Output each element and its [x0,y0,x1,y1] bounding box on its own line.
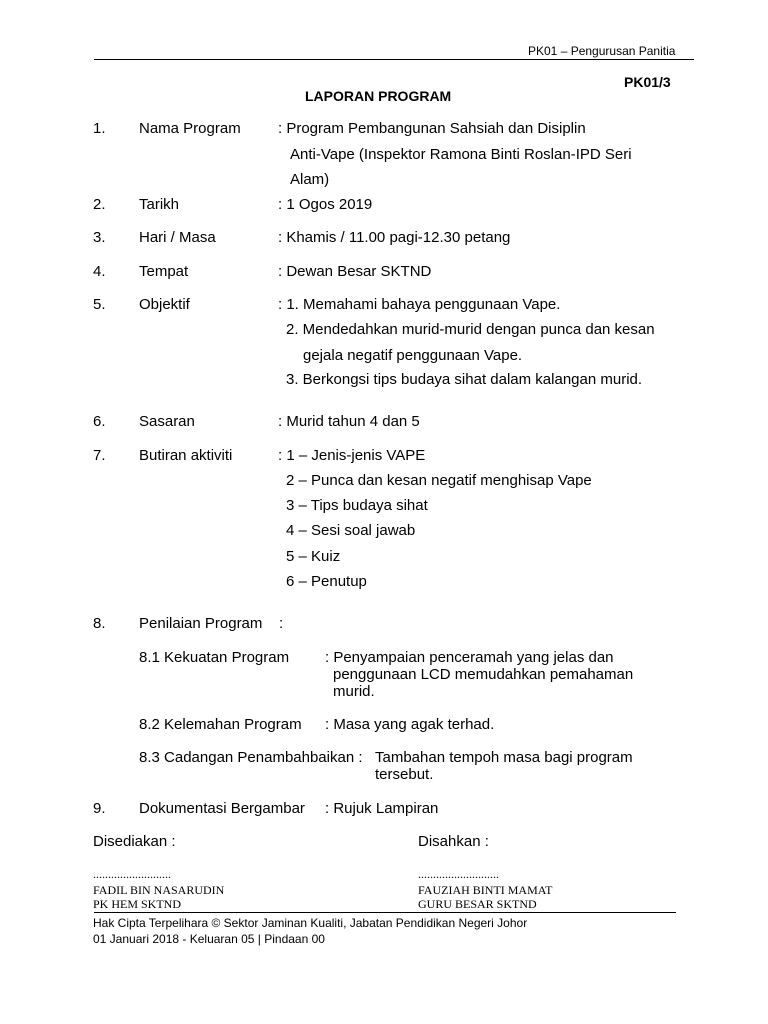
subitem-label: 8.1 Kekuatan Program [139,649,290,666]
item-label: Objektif [139,296,190,313]
item-label: Hari / Masa [139,229,216,246]
footer-release: 01 Januari 2018 - Keluaran 05 | Pindaan 00 [93,932,325,946]
subitem-label: 8.3 Cadangan Penambahbaikan : [139,749,363,766]
signatory-position: GURU BESAR SKTND [418,897,537,911]
item-value: 3. Berkongsi tips budaya sihat dalam kalangan murid. [286,371,643,388]
item-number: 7. [93,447,106,464]
footer-copyright: Hak Cipta Terpelihara © Sektor Jaminan Kualiti, Jabatan Pendidikan Negeri Johor [93,916,528,930]
item-value: Alam) [290,171,330,188]
approved-by-caption: Disahkan : [418,833,489,850]
item-value: : Rujuk Lampiran [325,800,439,817]
item-number: 9. [93,800,106,817]
signatory-name: FADIL BIN NASARUDIN [93,883,225,897]
subitem-value: : Masa yang agak terhad. [325,716,495,733]
subitem-value: Tambahan tempoh masa bagi program [375,749,633,766]
subitem-value: penggunaan LCD memudahkan pemahaman [333,666,634,683]
item-number: 5. [93,296,106,313]
item-number: 3. [93,229,106,246]
item-label: Tempat [139,263,189,280]
footer-rule [94,912,676,913]
item-value: 3 – Tips budaya sihat [286,497,428,514]
item-label: Nama Program [139,120,241,137]
subitem-value: murid. [333,683,375,700]
item-value: 5 – Kuiz [286,548,341,565]
item-label: Dokumentasi Bergambar [139,800,305,817]
signature-line: .......................... [93,867,171,881]
item-value: : Khamis / 11.00 pagi-12.30 petang [278,229,511,246]
item-value: : 1 Ogos 2019 [278,196,373,213]
item-label: Sasaran [139,413,195,430]
item-value: 6 – Penutup [286,573,367,590]
item-label: Penilaian Program [139,615,263,632]
item-value: 4 – Sesi soal jawab [286,522,416,539]
item-number: 2. [93,196,106,213]
item-number: 8. [93,615,106,632]
item-colon: : [279,615,284,632]
subitem-value: tersebut. [375,766,434,783]
item-value: : Program Pembangunan Sahsiah dan Disiplin [278,120,586,137]
item-value: : 1. Memahami bahaya penggunaan Vape. [278,296,561,313]
header-rule [94,59,694,60]
item-value: gejala negatif penggunaan Vape. [303,347,523,364]
running-header: PK01 – Pengurusan Panitia [528,44,676,58]
signatory-name: FAUZIAH BINTI MAMAT [418,883,553,897]
signature-line: ........................... [418,867,499,881]
doc-code: PK01/3 [624,74,671,90]
item-value: 2. Mendedahkan murid-murid dengan punca dan kesan [286,321,655,338]
item-number: 1. [93,120,106,137]
item-number: 6. [93,413,106,430]
prepared-by-caption: Disediakan : [93,833,176,850]
page-title: LAPORAN PROGRAM [305,88,452,104]
item-value: 2 – Punca dan kesan negatif menghisap Vape [286,472,592,489]
item-value: : 1 – Jenis-jenis VAPE [278,447,426,464]
item-value: : Murid tahun 4 dan 5 [278,413,420,430]
item-number: 4. [93,263,106,280]
subitem-label: 8.2 Kelemahan Program [139,716,302,733]
item-value: Anti-Vape (Inspektor Ramona Binti Roslan-IPD Seri [290,146,632,163]
item-value: : Dewan Besar SKTND [278,263,432,280]
subitem-value: : Penyampaian penceramah yang jelas dan [325,649,614,666]
item-label: Tarikh [139,196,180,213]
item-label: Butiran aktiviti [139,447,233,464]
signatory-position: PK HEM SKTND [93,897,182,911]
